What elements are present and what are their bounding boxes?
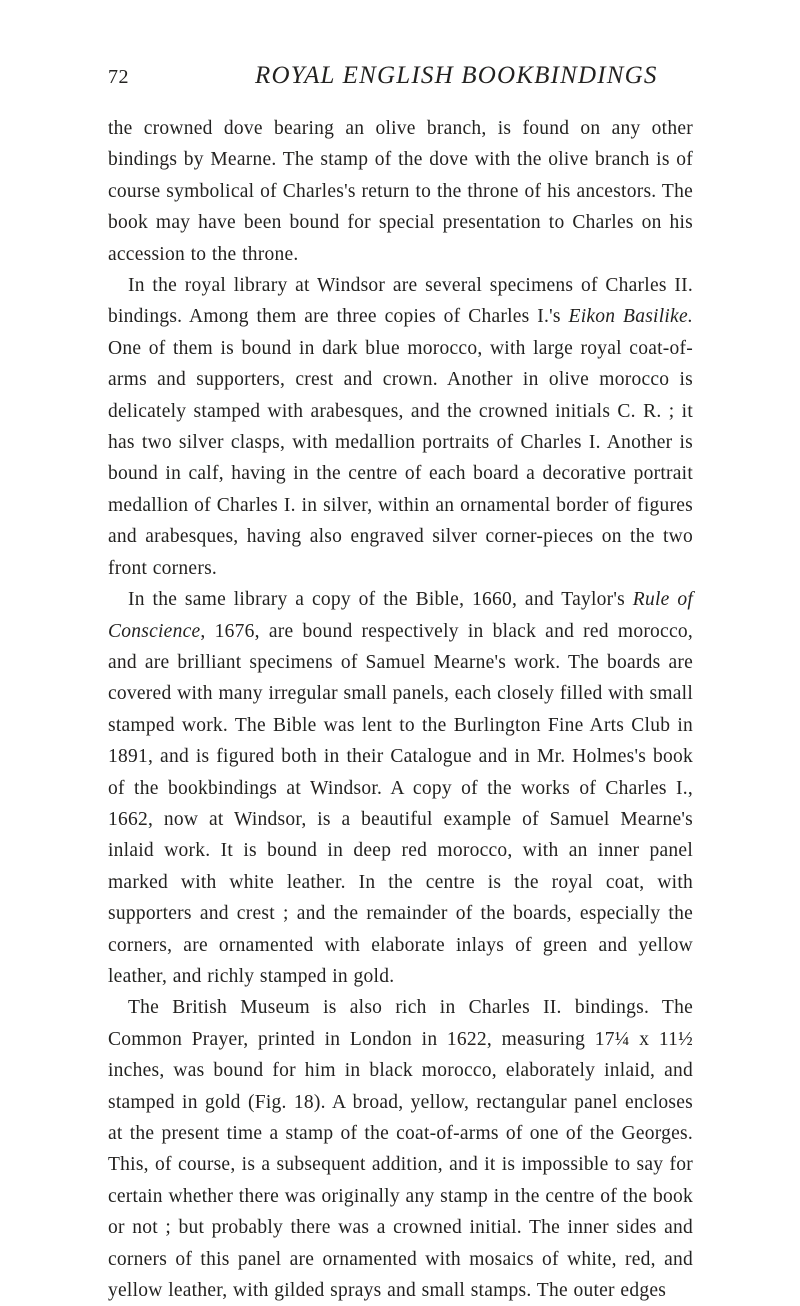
paragraph-text: In the royal library at Windsor are several specimens of Charles II. bindings. Among them are three copies of Charles I.'s [108,275,693,328]
running-head: ROYAL ENGLISH BOOKBINDINGS [255,62,658,89]
paragraph-text: In the same library a copy of the Bible, 1660, and Taylor's [128,589,633,611]
paragraph-text: One of them is bound in dark blue morocco, with large royal coat-of-arms and supporters, crest and crown. Another in olive morocco is delicately stamped with arabesques, and the crowned initials C. R. ; it has two silver clasps, with medallion portraits of Charles I. Another is bound in calf, having in the centre of each board a decorative portrait medallion of Charles I. in silver, within an ornamental border of figures and arabesques, having also engraved silver corner-pieces on the two front corners. [108,337,693,579]
paragraph-text: The British Museum is also rich in Charles II. bindings. The Common Prayer, printed in London in 1622, measuring 17¼ x 11½ inches, was bound for him in black morocco, elaborately inlaid, and stamped in gold (Fig. 18). A broad, yellow, rectangular panel encloses at the present time a stamp of the coat-of-arms of one of the Georges. This, of course, is a subsequent addition, and it is impossible to say for certain whether there was originally any stamp in the centre of the book or not ; but probably there was a crowned initial. The inner sides and corners of this panel are ornamented with mosaics of white, red, and yellow leather, with gilded sprays and small stamps. The outer edges [108,997,693,1302]
page-header [108,62,693,96]
paragraph-windsor-library [108,270,693,584]
paragraph-text: the crowned dove bearing an olive branch, is found on any other bindings by Mearne. The stamp of the dove with the olive branch is of course symbolical of Charles's return to the throne of his ancestors. The book may have been bound for special presentation to Charles on his accession to the throne. [108,118,693,265]
paragraph-british-museum [108,992,693,1306]
paragraph-text: , 1676, are bound respectively in black and red morocco, and are brilliant specimens of Samuel Mearne's work. The boards are covered with many irregular small panels, each closely filled with small stamped work. The Bible was lent to the Burlington Fine Arts Club in 1891, and is figured both in their Catalogue and in Mr. Holmes's book of the bookbindings at Windsor. A copy of the works of Charles I., 1662, now at Windsor, is a beautiful example of Samuel Mearne's inlaid work. It is bound in deep red morocco, with an inner panel marked with white leather. In the centre is the royal coat, with supporters and crest ; and the remainder of the boards, especially the corners, are ornamented with elaborate inlays of green and yellow leather, and richly stamped in gold. [108,620,693,987]
page-number: 72 [108,66,129,88]
paragraph-bible-and-rule [108,584,693,992]
book-title-rule-of-conscience: Rule of Conscience [108,589,693,642]
paragraph-continuation [108,113,693,270]
body-text [108,113,693,1306]
book-title-eikon-basilike: Eikon Basilike. [568,306,693,328]
